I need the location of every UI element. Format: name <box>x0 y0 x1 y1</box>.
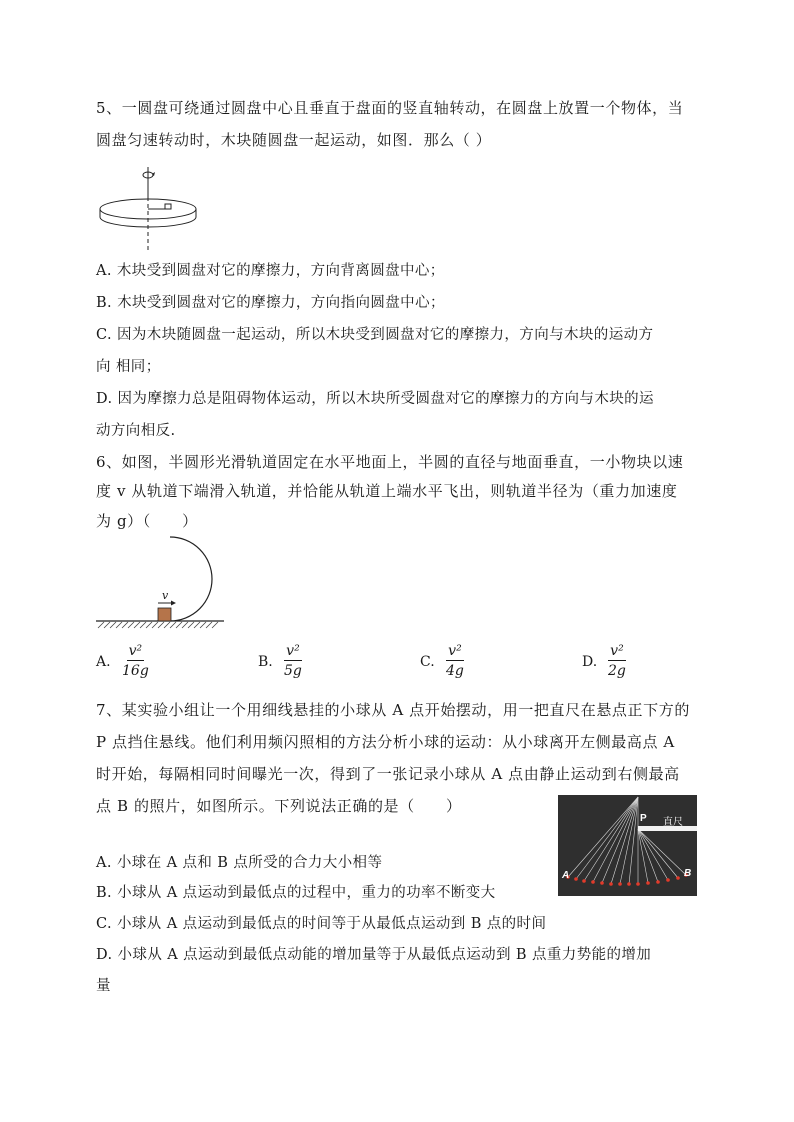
semicircle-track-figure <box>96 533 246 633</box>
q6-option-a-label: A. <box>96 653 111 670</box>
q6-option-c-den: 4g <box>446 663 464 679</box>
q6-option-a-num: v² <box>128 643 143 659</box>
q7-option-d-line2: 量 <box>96 978 111 994</box>
q6-option-c-num: v² <box>448 643 462 659</box>
q6-option-d-den: 2g <box>608 663 626 679</box>
q6-option-c <box>420 643 464 680</box>
q6-stem-line2: 度 v 从轨道下端滑入轨道，并恰能从轨道上端水平飞出，则轨道半径为（重力加速度 <box>96 482 678 500</box>
q5-option-b: B. 木块受到圆盘对它的摩擦力，方向指向圆盘中心； <box>96 295 445 311</box>
q6-option-d-num: v² <box>610 643 624 659</box>
q7-option-a: A. 小球在 A 点和 B 点所受的合力大小相等 <box>96 855 383 871</box>
q5-stem-line2: 圆盘匀速转动时，木块随圆盘一起运动，如图．那么（ ） <box>96 131 492 149</box>
q5-option-d-line2: 动方向相反. <box>96 423 176 439</box>
pendulum-photo <box>558 795 697 896</box>
q7-option-c: C. 小球从 A 点运动到最低点的时间等于从最低点运动到 B 点的时间 <box>96 916 547 932</box>
photo-label-ruler: 直尺 <box>663 817 683 828</box>
q5-option-d-line1: D. 因为摩擦力总是阻碍物体运动，所以木块所受圆盘对它的摩擦力的方向与木块的运 <box>96 391 654 407</box>
q6-option-b <box>258 643 302 680</box>
q5-option-c-line1: C. 因为木块随圆盘一起运动，所以木块受到圆盘对它的摩擦力，方向与木块的运动方 <box>96 327 654 343</box>
q6-option-b-num: v² <box>286 643 300 659</box>
velocity-label: v <box>162 589 169 602</box>
q6-option-a-den: 16g <box>122 663 149 679</box>
q6-stem-line1: 6、如图，半圆形光滑轨道固定在水平地面上，半圆的直径与地面垂直，一小物块以速 <box>96 453 684 471</box>
q7-stem-line4: 点 B 的照片，如图所示。下列说法正确的是（ ） <box>96 797 462 815</box>
q6-option-d <box>582 643 626 680</box>
q5-option-a: A. 木块受到圆盘对它的摩擦力，方向背离圆盘中心； <box>96 263 445 279</box>
q6-option-b-label: B. <box>258 653 273 670</box>
rotating-disk-figure <box>96 165 206 255</box>
q7-stem-line2: P 点挡住悬线。他们利用频闪照相的方法分析小球的运动：从小球离开左侧最高点 A <box>96 733 675 751</box>
q7-stem-line1: 7、某实验小组让一个用细线悬挂的小球从 A 点开始摆动，用一把直尺在悬点正下方的 <box>96 701 690 719</box>
q7-option-d-line1: D. 小球从 A 点运动到最低点动能的增加量等于从最低点运动到 B 点重力势能的增加 <box>96 947 652 963</box>
q6-stem-line3: 为 g）（ ） <box>96 512 198 530</box>
q5-stem-line1: 5、一圆盘可绕通过圆盘中心且垂直于盘面的竖直轴转动，在圆盘上放置一个物体，当 <box>96 99 684 117</box>
photo-label-p: P <box>640 813 647 824</box>
q6-option-c-label: C. <box>420 653 435 670</box>
photo-label-b: B <box>684 868 692 879</box>
photo-label-a: A <box>562 870 570 881</box>
q6-option-d-label: D. <box>582 653 598 670</box>
q6-option-b-den: 5g <box>284 663 302 679</box>
q6-option-a <box>96 643 149 680</box>
q7-stem-line3: 时开始，每隔相同时间曝光一次，得到了一张记录小球从 A 点由静止运动到右侧最高 <box>96 765 680 783</box>
q7-option-b: B. 小球从 A 点运动到最低点的过程中，重力的功率不断变大 <box>96 885 496 901</box>
q5-option-c-line2: 向 相同； <box>96 359 161 375</box>
